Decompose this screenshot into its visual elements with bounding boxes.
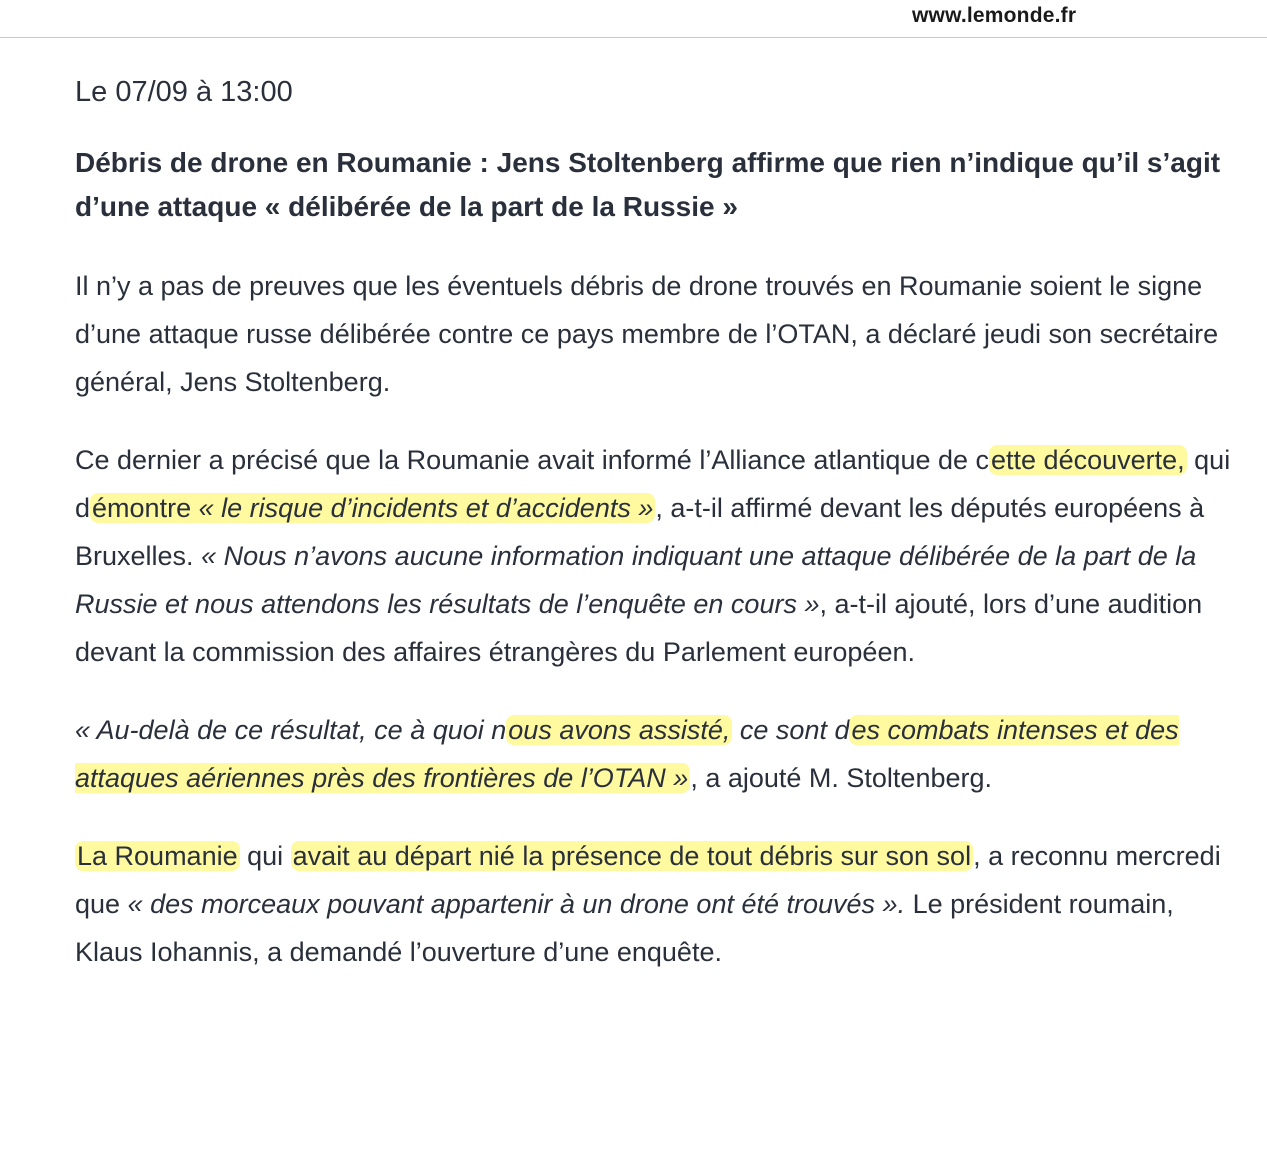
highlight-mark [90,493,655,523]
paragraph-3 [75,706,1235,802]
p2-text: , a-t-il ajouté, lors d’une audition devant la commission des affaires étrangères du Parlement européen. [75,589,1203,667]
highlight-mark: es combats intenses et des attaques aériennes près des frontières de l’OTAN » [75,715,1179,793]
highlight-mark: ous avons assisté, [508,715,731,745]
quote-text: « Au-delà de ce résultat, ce à quoi n [75,715,507,745]
p2-text: Ce dernier a précisé que la Roumanie avait informé l’Alliance atlantique de c [75,445,990,475]
p4-text: , a reconnu mercredi que [75,841,1221,919]
quote-text: ce sont d [732,715,850,745]
highlight-mark: avait au départ nié la présence de tout débris sur son sol [292,841,972,871]
quote-text: « le risque d’incidents et d’accidents » [198,493,654,523]
browser-top-bar [0,0,1267,38]
highlight-mark: La Roumanie [77,841,238,871]
quote-text: « Nous n’avons aucune information indiquant une attaque délibérée de la part de la Russie et nous attendons les résultats de l’enquête en cours » [75,541,1197,619]
p4-text: Le président roumain, Klaus Iohannis, a demandé l’ouverture d’une enquête. [75,889,1174,967]
p2-text: émontre [92,493,199,523]
p4-text: qui [239,841,291,871]
article-content [75,74,1235,1006]
paragraph-1: Il n’y a pas de preuves que les éventuels débris de drone trouvés en Roumanie soient le signe d’une attaque russe délibérée contre ce pays membre de l’OTAN, a déclaré jeudi son secrétaire général, Jens Stoltenberg. [75,271,1219,397]
highlight-mark: ette découverte, [991,445,1185,475]
p2-text: , a-t-il affirmé devant les députés européens à Bruxelles. [75,493,1205,571]
article-headline: Débris de drone en Roumanie : Jens Stoltenberg affirme que rien n’indique qu’il s’agit d’une attaque « délibérée de la part de la Russie » [75,147,1221,222]
p3-text: , a ajouté M. Stoltenberg. [690,763,993,793]
paragraph-2 [75,436,1235,676]
url-label[interactable]: www.lemonde.fr [912,4,1077,27]
p2-text: qui d [75,445,1231,523]
paragraph-4 [75,832,1235,976]
quote-text: « des morceaux pouvant appartenir à un drone ont été trouvés ». [127,889,906,919]
article-timestamp: Le 07/09 à 13:00 [75,76,293,108]
